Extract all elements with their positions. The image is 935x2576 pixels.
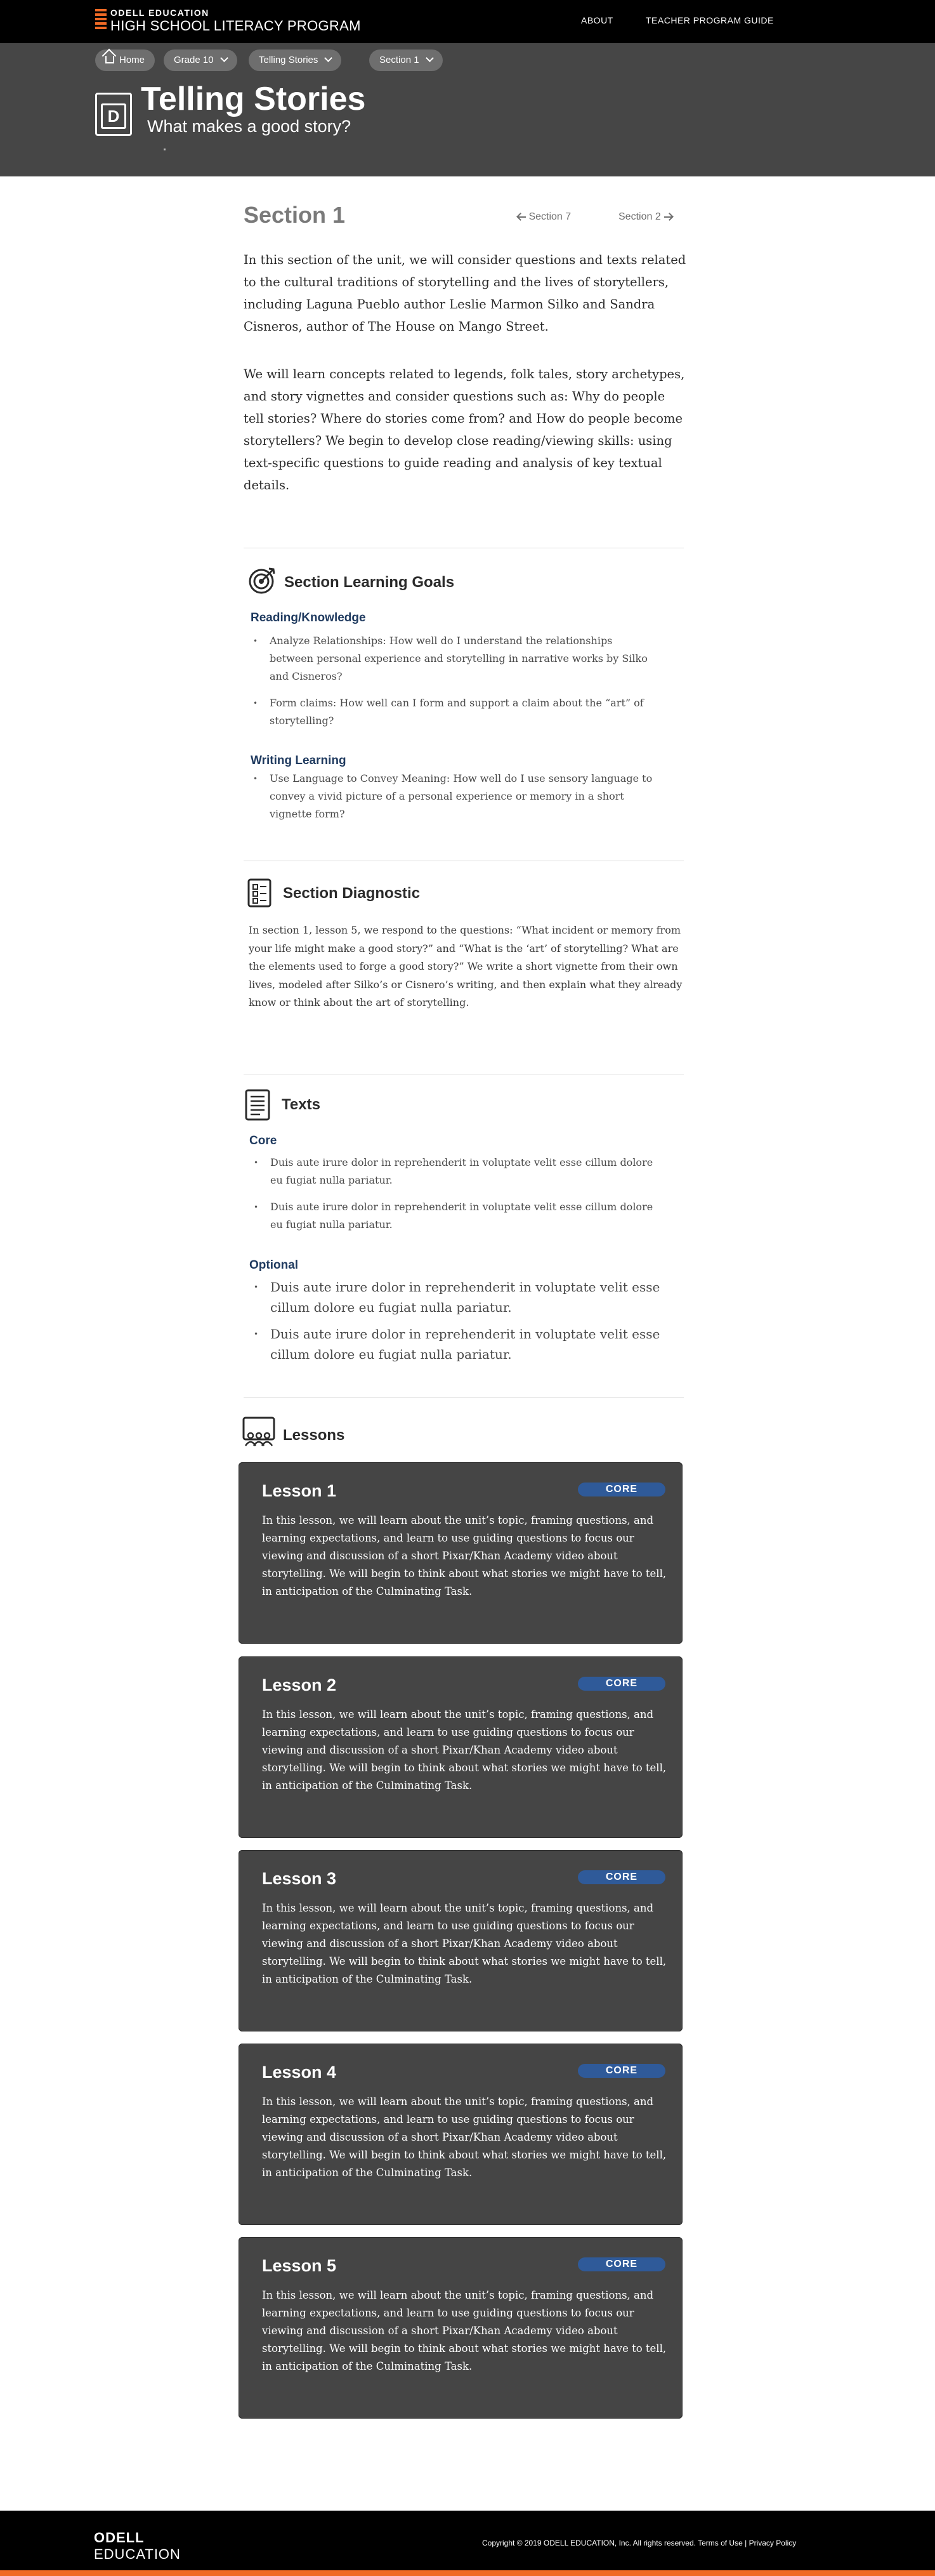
privacy-policy-link[interactable]: Privacy Policy [749, 2539, 797, 2547]
document-icon [245, 1089, 270, 1123]
page-subtitle: What makes a good story? [147, 117, 351, 136]
decorative-dot [164, 149, 166, 150]
lesson-description: In this lesson, we will learn about the unit’s topic, framing questions, and learning expectations, and learn to use guiding questions to focus our viewing and discussion of a short Pixar/Khan Academy video about storytelling. We will begin to think about what stories we might have to tell, in anticipation of the Culminating Task. [262, 2289, 667, 2372]
core-badge: CORE [578, 2257, 665, 2271]
list-item: • Duis aute irure dolor in reprehenderit in voluptate velit esse cillum dolore eu fugiat nulla pariatur. [251, 1154, 657, 1189]
core-texts-list [251, 1154, 657, 1243]
lesson-card[interactable] [239, 2044, 683, 2225]
breadcrumb-section-label: Section 1 [379, 55, 419, 65]
nav-teacher-guide-link[interactable]: TEACHER PROGRAM GUIDE [646, 15, 774, 25]
breadcrumb-grade[interactable] [164, 50, 237, 71]
list-item: • Form claims: How well can I form and support a claim about the “art” of storytelling? [251, 694, 657, 730]
checklist-icon [247, 878, 271, 910]
previous-section-link[interactable] [517, 211, 571, 223]
reading-knowledge-heading: Reading/Knowledge [251, 611, 366, 624]
optional-texts-heading: Optional [249, 1258, 299, 1272]
lesson-title: Lesson 4 [262, 2063, 337, 2082]
lesson-title: Lesson 1 [262, 1481, 337, 1500]
nav-about-link[interactable]: ABOUT [581, 15, 613, 25]
lesson-card[interactable] [239, 1462, 683, 1644]
logo-bottom-text: HIGH SCHOOL LITERACY PROGRAM [110, 18, 361, 34]
breadcrumb-grade-label: Grade 10 [174, 55, 214, 65]
unit-badge-icon [95, 93, 132, 136]
lesson-description: In this lesson, we will learn about the unit’s topic, framing questions, and learning expectations, and learn to use guiding questions to focus our viewing and discussion of a short Pixar/Khan Academy video about storytelling. We will begin to think about what stories we might have to tell, in anticipation of the Culminating Task. [262, 1514, 667, 1597]
list-item: • Analyze Relationships: How well do I understand the relationships between personal experience and storytelling in narrative works by Silko and Cisneros? [251, 632, 657, 685]
reading-goals-list [251, 632, 657, 739]
target-icon [247, 565, 278, 598]
list-item: • Duis aute irure dolor in reprehenderit in voluptate velit esse cillum dolore eu fugiat nulla pariatur. [251, 1277, 683, 1318]
section-divider [244, 1397, 684, 1398]
section-title: Section 1 [244, 202, 346, 228]
copyright-text: Copyright © 2019 ODELL EDUCATION, Inc. All rights reserved. [482, 2539, 696, 2547]
core-badge: CORE [578, 2064, 665, 2078]
previous-section-label: Section 7 [528, 211, 572, 222]
lesson-description: In this lesson, we will learn about the unit’s topic, framing questions, and learning expectations, and learn to use guiding questions to focus our viewing and discussion of a short Pixar/Khan Academy video about storytelling. We will begin to think about what stories we might have to tell, in anticipation of the Culminating Task. [262, 2096, 667, 2179]
section-intro-paragraph: We will learn concepts related to legends, folk tales, story archetypes, and story vignettes and consider questions such as: Why do people tell stories? Where do stories come from? and How do people become storytellers? We begin to develop close reading/viewing skills: using text-specific questions to guide reading and analysis of key textual details. [244, 367, 685, 492]
footer-accent-stripe [0, 2570, 935, 2576]
chevron-down-icon [220, 54, 228, 62]
home-icon [105, 56, 114, 63]
lesson-title: Lesson 2 [262, 1675, 337, 1694]
breadcrumb-unit[interactable] [249, 50, 341, 71]
breadcrumb-home-label: Home [119, 55, 145, 65]
terms-of-use-link[interactable]: Terms of Use [698, 2539, 743, 2547]
core-badge: CORE [578, 1677, 665, 1691]
lesson-card[interactable] [239, 2237, 683, 2419]
next-section-link[interactable] [618, 211, 672, 223]
section-intro-paragraph: In this section of the unit, we will consider questions and texts related to the cultural traditions of storytelling and the lives of storytellers, including Laguna Pueblo author Leslie Marmon Silko and Sandra Cisneros, author of The House on Mango Street. [244, 253, 686, 334]
chevron-down-icon [325, 54, 333, 62]
diagnostic-paragraph: In section 1, lesson 5, we respond to the questions: “What incident or memory from your life might make a good story?” and “What is the ‘art’ of storytelling? What are the elements used to forge a good story?” We write a short vignette from their own lives, modeled after Silko’s or Cisnero’s writing, and then explain what they already know or think about the art of storytelling. [249, 924, 683, 1008]
lesson-title: Lesson 5 [262, 2256, 337, 2275]
writing-goals-list [251, 770, 657, 832]
footer-logo-top[interactable]: ODELL [94, 2530, 145, 2546]
breadcrumb-unit-label: Telling Stories [259, 55, 318, 65]
list-item: • Duis aute irure dolor in reprehenderit in voluptate velit esse cillum dolore eu fugiat nulla pariatur. [251, 1198, 657, 1234]
core-badge: CORE [578, 1870, 665, 1884]
lesson-description: In this lesson, we will learn about the unit’s topic, framing questions, and learning expectations, and learn to use guiding questions to focus our viewing and discussion of a short Pixar/Khan Academy video about storytelling. We will begin to think about what stories we might have to tell, in anticipation of the Culminating Task. [262, 1708, 667, 1792]
footer-separator: | [745, 2539, 747, 2547]
diagnostic-heading: Section Diagnostic [283, 885, 421, 902]
footer-logo-bottom[interactable]: EDUCATION [94, 2546, 181, 2562]
chevron-down-icon [426, 54, 434, 62]
page-title: Telling Stories [141, 81, 366, 117]
next-section-label: Section 2 [618, 211, 661, 222]
site-footer [0, 2511, 935, 2576]
lesson-card[interactable] [239, 1850, 683, 2031]
optional-texts-list [251, 1277, 683, 1371]
list-item: • Use Language to Convey Meaning: How well do I use sensory language to convey a vivid picture of a personal experience or memory in a short vignette form? [251, 770, 657, 823]
list-item: • Duis aute irure dolor in reprehenderit in voluptate velit esse cillum dolore eu fugiat nulla pariatur. [251, 1324, 683, 1364]
breadcrumb-home[interactable] [95, 50, 155, 71]
arrow-left-icon [517, 213, 526, 221]
classroom-icon [242, 1417, 275, 1450]
logo-top-text: ODELL EDUCATION [110, 8, 209, 18]
texts-heading: Texts [282, 1096, 320, 1113]
breadcrumb-section[interactable] [369, 50, 443, 71]
writing-learning-heading: Writing Learning [251, 754, 346, 767]
unit-badge-letter: D [101, 103, 126, 129]
lesson-title: Lesson 3 [262, 1869, 337, 1888]
learning-goals-heading: Section Learning Goals [284, 574, 455, 591]
core-texts-heading: Core [249, 1134, 277, 1147]
top-navigation-bar [0, 0, 935, 43]
lessons-heading: Lessons [283, 1427, 345, 1444]
logo-bars-icon [95, 9, 107, 32]
lesson-card[interactable] [239, 1656, 683, 1838]
core-badge: CORE [578, 1483, 665, 1496]
lesson-description: In this lesson, we will learn about the unit’s topic, framing questions, and learning expectations, and learn to use guiding questions to focus our viewing and discussion of a short Pixar/Khan Academy video about storytelling. We will begin to think about what stories we might have to tell, in anticipation of the Culminating Task. [262, 1902, 667, 1985]
arrow-right-icon [664, 213, 672, 221]
hero-banner [0, 43, 935, 176]
footer-copyright [482, 2539, 796, 2547]
